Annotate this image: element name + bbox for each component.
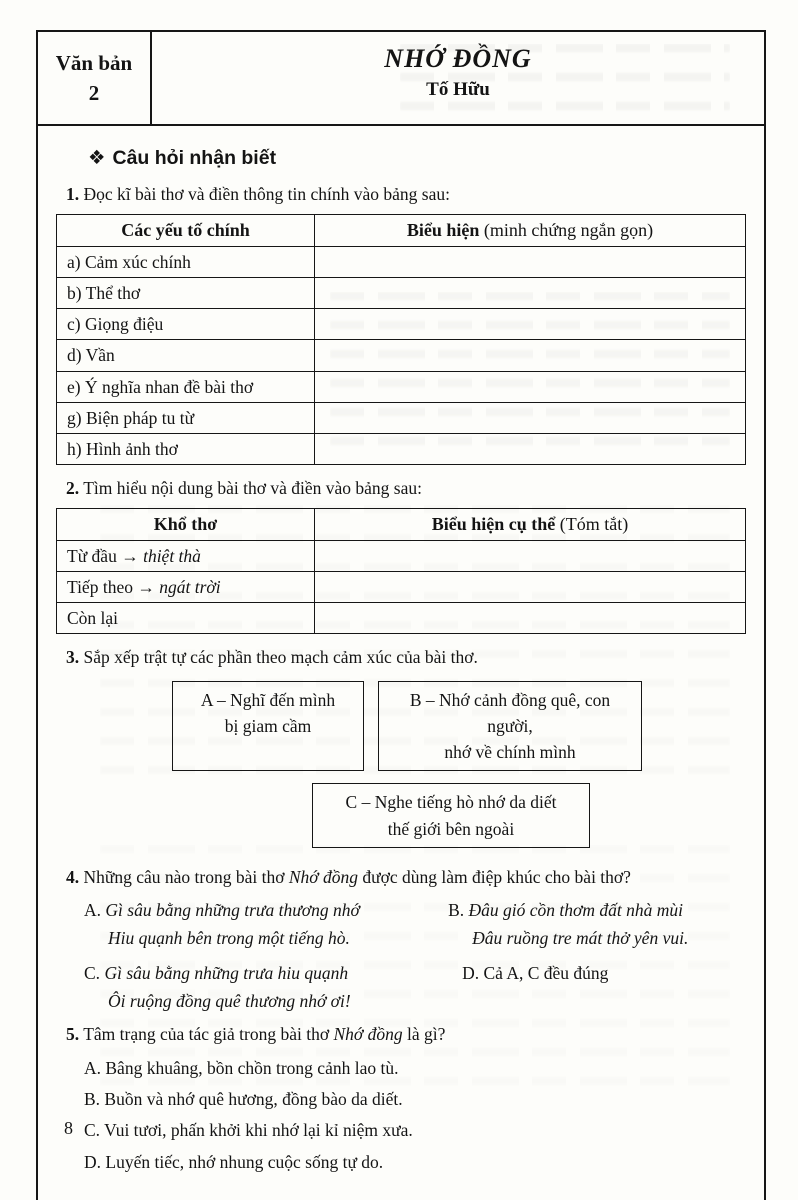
- column-header-normal: (minh chứng ngắn gọn): [479, 219, 654, 240]
- q4-option-d-label: D.: [462, 962, 480, 983]
- row-label-cell: b) Thể thơ: [57, 277, 315, 308]
- flow-box-a-line1: A – Nghĩ đến mình: [200, 689, 336, 710]
- table-row: [57, 571, 746, 602]
- q4-option-c-label: C.: [84, 962, 101, 983]
- flow-box-c: [312, 783, 590, 848]
- q5-prompt-text-after: là gì?: [402, 1024, 446, 1045]
- q2-prompt-text: Tìm hiểu nội dung bài thơ và điền vào bảng sau:: [83, 478, 422, 499]
- table-row: [57, 309, 746, 340]
- header-title-area: [152, 32, 764, 124]
- table-row: [57, 434, 746, 465]
- q4-number: 4.: [66, 866, 80, 887]
- flow-box-c-line2: thế giới bên ngoài: [387, 818, 515, 839]
- flow-box-b: [378, 681, 642, 772]
- row-label-text: Tiếp theo →: [67, 576, 160, 597]
- q4-option-a-label: A.: [84, 900, 102, 920]
- row-label-cell: [57, 603, 315, 634]
- q3-number: 3.: [66, 647, 80, 668]
- document-label-box: [38, 32, 152, 124]
- table-row: [57, 246, 746, 277]
- q4-option-a-line1: Gì sâu bằng những trưa thương nhớ: [105, 900, 360, 920]
- q5-option-a: A. Bâng khuâng, bồn chồn trong cảnh lao tù.: [84, 1057, 399, 1078]
- flow-box-a-line2: bị giam cầm: [224, 715, 312, 736]
- q4-options: [84, 896, 746, 1015]
- row-label-cell: h) Hình ảnh thơ: [57, 434, 315, 465]
- row-label-cell: e) Ý nghĩa nhan đề bài thơ: [57, 371, 315, 402]
- answer-cell-empty: [315, 540, 746, 571]
- flow-box-c-line1: C – Nghe tiếng hò nhớ da diết: [345, 792, 557, 813]
- q4-prompt-text-after: được dùng làm điệp khúc cho bài thơ?: [358, 866, 631, 887]
- answer-cell-empty: [315, 246, 746, 277]
- row-label-italic: thiệt thà: [143, 545, 201, 566]
- answer-cell-empty: [315, 277, 746, 308]
- q1-prompt: [66, 181, 746, 207]
- table-header-row: [57, 214, 746, 246]
- row-label-cell: a) Cảm xúc chính: [57, 246, 315, 277]
- q4-option-b-label: B.: [448, 900, 465, 920]
- row-label-cell: [57, 571, 315, 602]
- answer-cell-empty: [315, 402, 746, 433]
- answer-cell-empty: [315, 603, 746, 634]
- table-row: [57, 340, 746, 371]
- column-header-normal: (Tóm tắt): [555, 513, 629, 534]
- q2-table: [56, 508, 746, 635]
- q4-option-c-line1: Gì sâu bằng những trưa hiu quạnh: [104, 962, 349, 983]
- table-row: [57, 540, 746, 571]
- row-label-cell: d) Vần: [57, 340, 315, 371]
- answer-cell-empty: [315, 571, 746, 602]
- q3-boxes-row: [172, 681, 746, 772]
- q5-number: 5.: [66, 1024, 80, 1045]
- q5-prompt-poem-title: Nhớ đồng: [333, 1024, 403, 1045]
- row-label-cell: [57, 540, 315, 571]
- q4-option-c: [84, 959, 448, 1016]
- table-row: [57, 277, 746, 308]
- q4-option-c-line2: Ôi ruộng đồng quê thương nhớ ơi!: [108, 991, 351, 1012]
- document-number: 2: [88, 80, 100, 105]
- q4-option-b-line1: Đâu gió cồn thơm đất nhà mùi: [468, 900, 684, 920]
- column-header-stanza: Khổ thơ: [57, 508, 315, 540]
- flow-box-a: [172, 681, 364, 772]
- column-header-evidence: [315, 214, 746, 246]
- document-header: [38, 32, 764, 126]
- answer-cell-empty: [315, 340, 746, 371]
- flow-box-b-line2: nhớ về chính mình: [444, 742, 576, 762]
- section-heading: [88, 144, 746, 173]
- q4-option-a-line2: Hiu quạnh bên trong một tiếng hò.: [108, 928, 350, 949]
- table-row: [57, 402, 746, 433]
- q4-option-b-line2: Đâu ruồng tre mát thở yên vui.: [472, 928, 689, 949]
- q5-option-c: C. Vui tươi, phấn khởi khi nhớ lại kỉ niệm xưa.: [84, 1120, 413, 1141]
- table-row: [57, 371, 746, 402]
- q1-table: [56, 214, 746, 466]
- q4-prompt-poem-title: Nhớ đồng: [288, 866, 359, 887]
- table-row: [57, 603, 746, 634]
- column-header-bold: Biểu hiện cụ thể: [431, 513, 556, 534]
- answer-cell-empty: [315, 371, 746, 402]
- q5-option-b: B. Buồn và nhớ quê hương, đồng bào da diết.: [84, 1088, 403, 1109]
- answer-cell-empty: [315, 309, 746, 340]
- document-type-label: Văn bản: [55, 50, 133, 75]
- row-label-italic: ngát trời: [159, 576, 221, 597]
- q4-prompt-text: Những câu nào trong bài thơ: [83, 866, 289, 887]
- row-label-cell: g) Biện pháp tu từ: [57, 402, 315, 433]
- poem-title: NHỚ ĐỒNG: [384, 44, 532, 73]
- q2-prompt: [66, 475, 746, 501]
- answer-cell-empty: [315, 434, 746, 465]
- page-frame: [36, 30, 766, 1200]
- flow-box-b-line1: B – Nhớ cảnh đồng quê, con người,: [409, 689, 611, 736]
- diamond-icon: ❖: [88, 147, 106, 169]
- q4-option-d-line1: Cả A, C đều đúng: [483, 962, 609, 983]
- row-label-text: Từ đầu →: [67, 545, 144, 566]
- page-content: [38, 126, 764, 1176]
- poem-author: Tố Hữu: [426, 79, 490, 100]
- q1-number: 1.: [66, 184, 80, 205]
- page-number: 8: [64, 1118, 73, 1138]
- q4-prompt: [66, 864, 746, 890]
- q3-prompt-text: Sắp xếp trật tự các phần theo mạch cảm xúc của bài thơ.: [83, 647, 478, 668]
- q5-prompt-text: Tâm trạng của tác giả trong bài thơ: [83, 1024, 334, 1045]
- q2-number: 2.: [66, 478, 80, 499]
- column-header-bold: Biểu hiện: [406, 219, 480, 240]
- column-header-summary: [315, 508, 746, 540]
- q5-prompt: [66, 1021, 746, 1047]
- section-heading-text: Câu hỏi nhận biết: [112, 147, 277, 169]
- table-header-row: [57, 508, 746, 540]
- q1-prompt-text: Đọc kĩ bài thơ và điền thông tin chính vào bảng sau:: [83, 184, 450, 205]
- q4-option-d: [462, 959, 746, 1016]
- row-label-text: Còn lại: [67, 608, 119, 628]
- q5-option-d: D. Luyến tiếc, nhớ nhung cuộc sống tự do.: [84, 1151, 384, 1172]
- row-label-cell: c) Giọng điệu: [57, 309, 315, 340]
- q4-option-b: [448, 896, 746, 953]
- q4-option-a: [84, 896, 448, 953]
- q3-prompt: [66, 644, 746, 670]
- column-header-elements: Các yếu tố chính: [57, 214, 315, 246]
